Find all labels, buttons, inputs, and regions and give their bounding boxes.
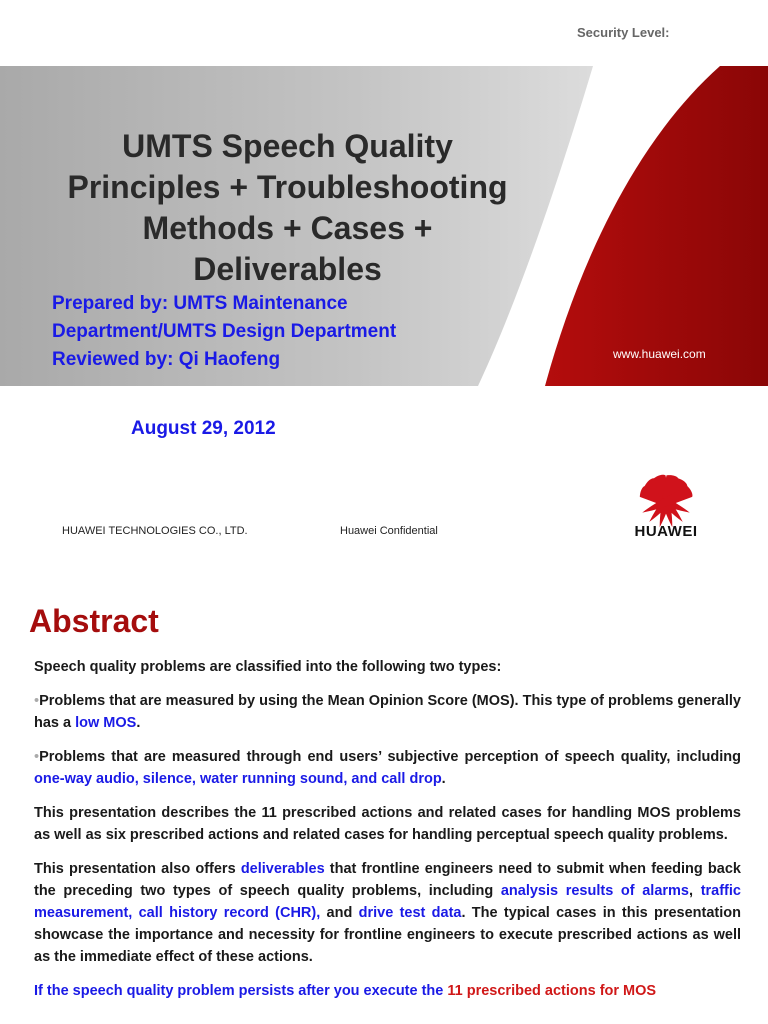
title-line: Principles + Troubleshooting	[67, 169, 508, 205]
abstract-paragraph-5: If the speech quality problem persists after you execute the 11 prescribed actions for MOS	[34, 983, 657, 999]
title-line: Methods + Cases +	[142, 210, 433, 246]
abstract-bullet-2: •Problems that are measured through end users’ subjective perception of speech quality, including one-way audio, silence, water running sound, and call drop.	[34, 749, 741, 787]
highlight-traffic-chr: traffic measurement, call history record (CHR),	[34, 883, 741, 921]
highlight-alarms: analysis results of alarms	[500, 883, 689, 899]
highlight-drive-test: drive test data	[358, 905, 462, 921]
abstract-intro: Speech quality problems are classified into the following two types:	[34, 659, 502, 675]
slide-title	[30, 126, 545, 290]
prepared-line: Prepared by: UMTS Maintenance	[52, 293, 348, 314]
slide-date: August 29, 2012	[131, 418, 276, 439]
abstract-body	[34, 656, 741, 1014]
abstract-bullet-1: •Problems that are measured by using the Mean Opinion Score (MOS). This type of problems generally has a low MOS.	[34, 693, 741, 731]
abstract-title: Abstract	[29, 603, 159, 639]
title-line: Deliverables	[193, 251, 382, 287]
highlight-11-actions: 11 prescribed actions for MOS	[447, 983, 657, 999]
abstract-paragraph-4: This presentation also offers deliverables that frontline engineers need to submit when feeding back the preceding two types of speech quality problems, including analysis results of alarms, traffic measurement, call history record (CHR), and drive test data. The typical cases in this presentation showcase the importance and necessity for frontline engineers to execute prescribed actions as well as the immediate effect of these actions.	[34, 861, 741, 965]
reviewed-line: Reviewed by: Qi Haofeng	[52, 349, 281, 370]
abstract-paragraph-3: This presentation describes the 11 prescribed actions and related cases for handling MOS problems as well as six prescribed actions and related cases for handling perceptual speech quality problems.	[34, 805, 741, 843]
prepared-by-block	[52, 290, 472, 374]
company-name: HUAWEI TECHNOLOGIES CO., LTD.	[62, 525, 248, 537]
highlight-deliverables: deliverables	[240, 861, 325, 877]
security-level-label: Security Level:	[577, 25, 670, 40]
website-url: www.huawei.com	[613, 347, 706, 361]
title-line: UMTS Speech Quality	[122, 128, 453, 164]
huawei-logo-text: HUAWEI	[634, 523, 698, 540]
confidential-label: Huawei Confidential	[340, 525, 438, 537]
bullet-icon: •	[34, 693, 40, 709]
bullet-icon: •	[34, 749, 40, 765]
highlight-low-mos: low MOS	[75, 715, 137, 731]
banner-red-shape	[545, 66, 768, 386]
prepared-line: Department/UMTS Design Department	[52, 321, 397, 342]
highlight-perceptual-issues: one-way audio, silence, water running sound, and call drop	[34, 771, 442, 787]
